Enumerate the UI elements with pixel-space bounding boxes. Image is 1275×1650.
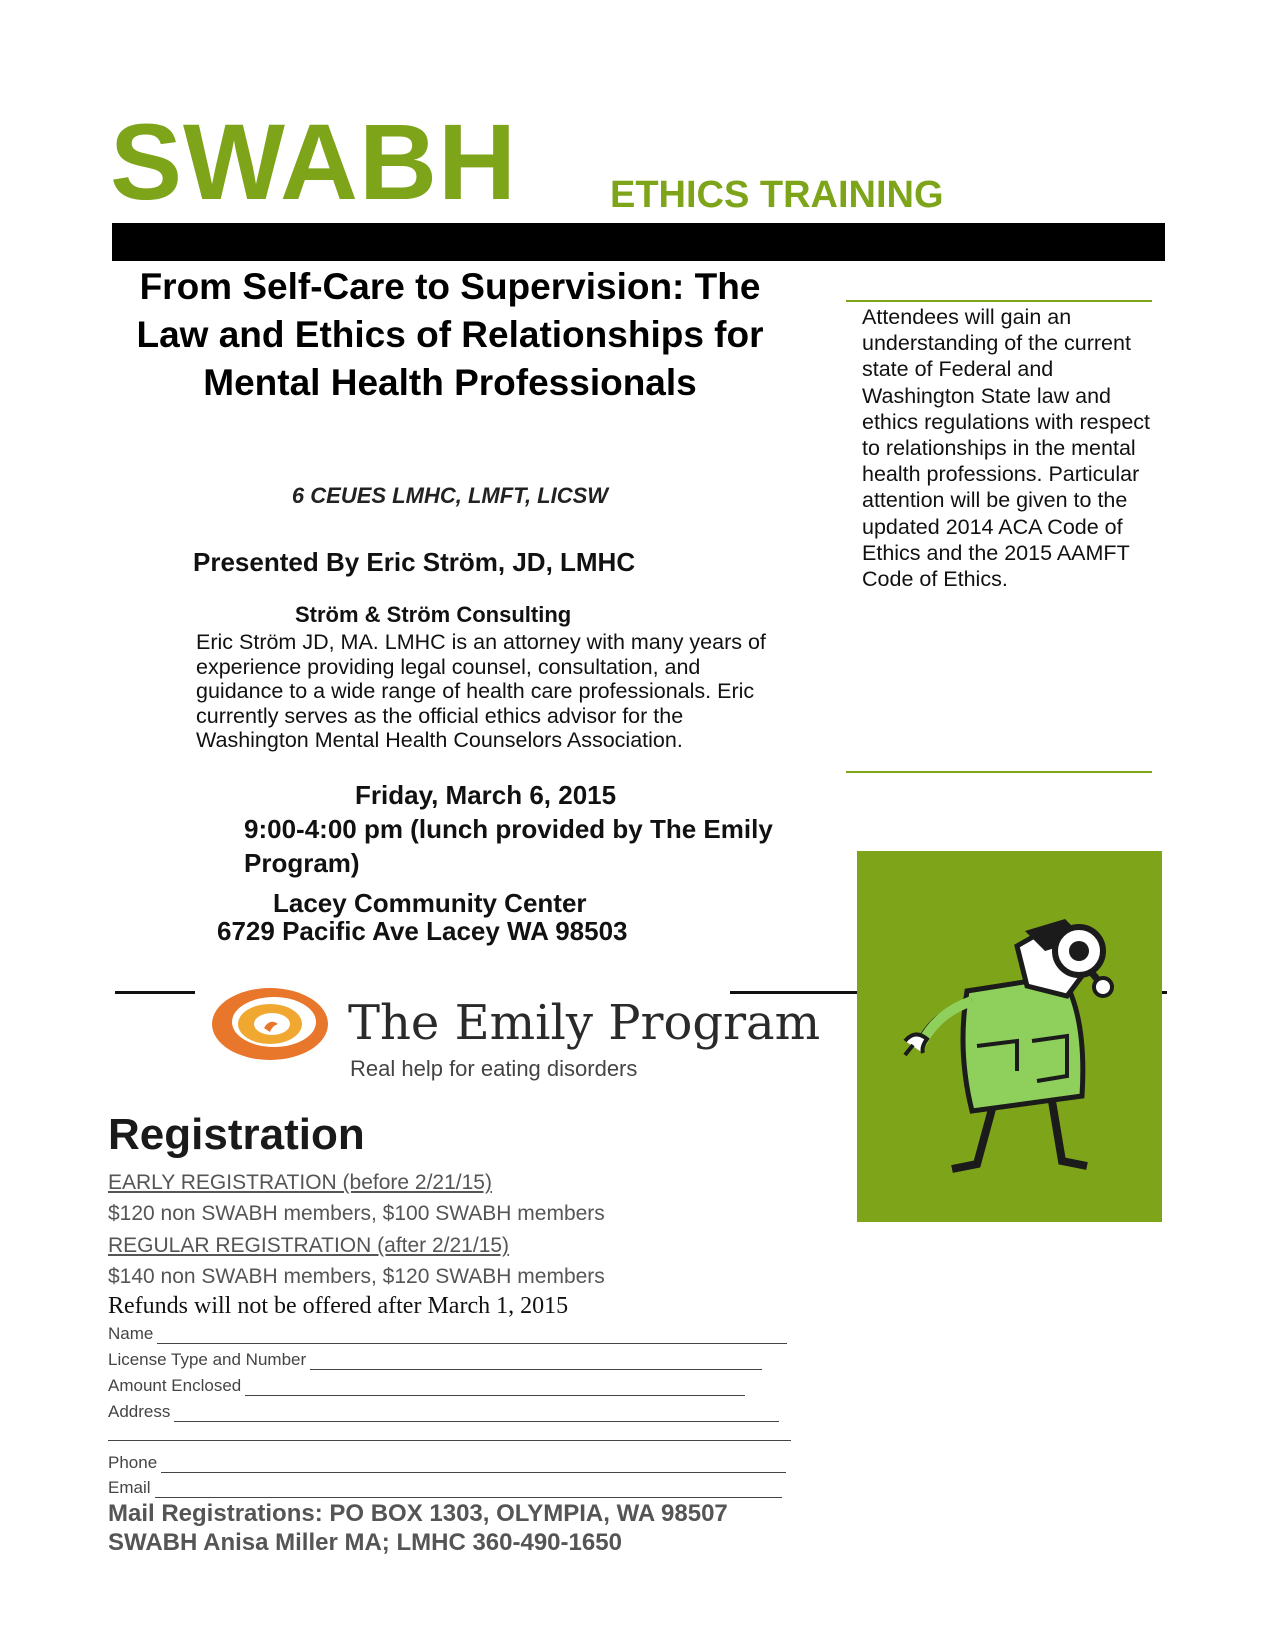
license-field-label: License Type and Number: [108, 1350, 307, 1369]
sponsor-tagline: Real help for eating disorders: [350, 1056, 638, 1081]
name-field-line[interactable]: [157, 1325, 787, 1344]
refund-note: Refunds will not be offered after March 1, 2015: [108, 1293, 569, 1319]
address-field-line-2[interactable]: [108, 1440, 791, 1441]
address-field[interactable]: [108, 1400, 779, 1422]
amount-field-line[interactable]: [245, 1377, 745, 1396]
regular-registration-label: REGULAR REGISTRATION (after 2/21/15): [108, 1234, 510, 1257]
event-date: Friday, March 6, 2015: [355, 780, 617, 810]
address-field-label: Address: [108, 1402, 171, 1421]
event-ceus: 6 CEUES LMHC, LMFT, LICSW: [291, 483, 609, 508]
license-field[interactable]: [108, 1348, 762, 1370]
event-address: 6729 Pacific Ave Lacey WA 98503: [217, 916, 628, 946]
name-field[interactable]: [108, 1322, 787, 1344]
phone-field[interactable]: [108, 1451, 786, 1473]
phone-field-line[interactable]: [161, 1454, 786, 1473]
early-registration-label: EARLY REGISTRATION (before 2/21/15): [108, 1171, 492, 1194]
address-field-line[interactable]: [174, 1403, 779, 1422]
event-time: 9:00-4:00 pm (lunch provided by The Emily Program): [244, 814, 773, 878]
email-field-line[interactable]: [155, 1479, 782, 1498]
sidebar-top-rule: [846, 300, 1152, 302]
emily-program-swirl-icon: [208, 980, 334, 1064]
divider-left: [115, 991, 195, 994]
sidebar-blurb: Attendees will gain an understanding of the current state of Federal and Washington State law and ethics regulations with respect to relationships in the mental health professions. Particular attention will be given to the updated 2014 ACA Code of Ethics and the 2015 AAMFT Code of Ethics.: [862, 305, 1151, 592]
header-bar: [112, 223, 1165, 261]
early-registration-price: $120 non SWABH members, $100 SWABH members: [108, 1202, 605, 1225]
regular-registration-price: $140 non SWABH members, $120 SWABH members: [108, 1265, 605, 1288]
mail-address: Mail Registrations: PO BOX 1303, OLYMPIA, WA 98507: [108, 1500, 728, 1527]
email-field[interactable]: [108, 1476, 782, 1498]
sidebar-bottom-rule: [846, 771, 1152, 773]
amount-field-label: Amount Enclosed: [108, 1376, 242, 1395]
registration-heading: Registration: [108, 1110, 365, 1159]
event-title: From Self-Care to Supervision: The Law and Ethics of Relationships for Mental Health Professionals: [136, 266, 764, 403]
sponsor-name: The Emily Program: [348, 995, 821, 1051]
contact-info: SWABH Anisa Miller MA; LMHC 360-490-1650: [108, 1529, 622, 1556]
name-field-label: Name: [108, 1324, 154, 1343]
phone-field-label: Phone: [108, 1453, 158, 1472]
brand-title: SWABH: [110, 101, 517, 222]
presenter-bio: Eric Ström JD, MA. LMHC is an attorney with many years of experience providing legal counsel, consultation, and guidance to a wide range of health care professionals. Eric currently serves as the official ethics advisor for the Washington Mental Health Counselors Association.: [196, 630, 766, 752]
email-field-label: Email: [108, 1478, 151, 1497]
amount-field[interactable]: [108, 1374, 745, 1396]
event-venue: Lacey Community Center: [273, 888, 587, 918]
detective-magnifying-glass-icon: [857, 851, 1162, 1222]
event-presenter: Presented By Eric Ström, JD, LMHC: [193, 547, 636, 577]
presenter-firm: Ström & Ström Consulting: [295, 602, 572, 627]
header-subtitle: ETHICS TRAINING: [610, 174, 944, 216]
license-field-line[interactable]: [310, 1351, 762, 1370]
